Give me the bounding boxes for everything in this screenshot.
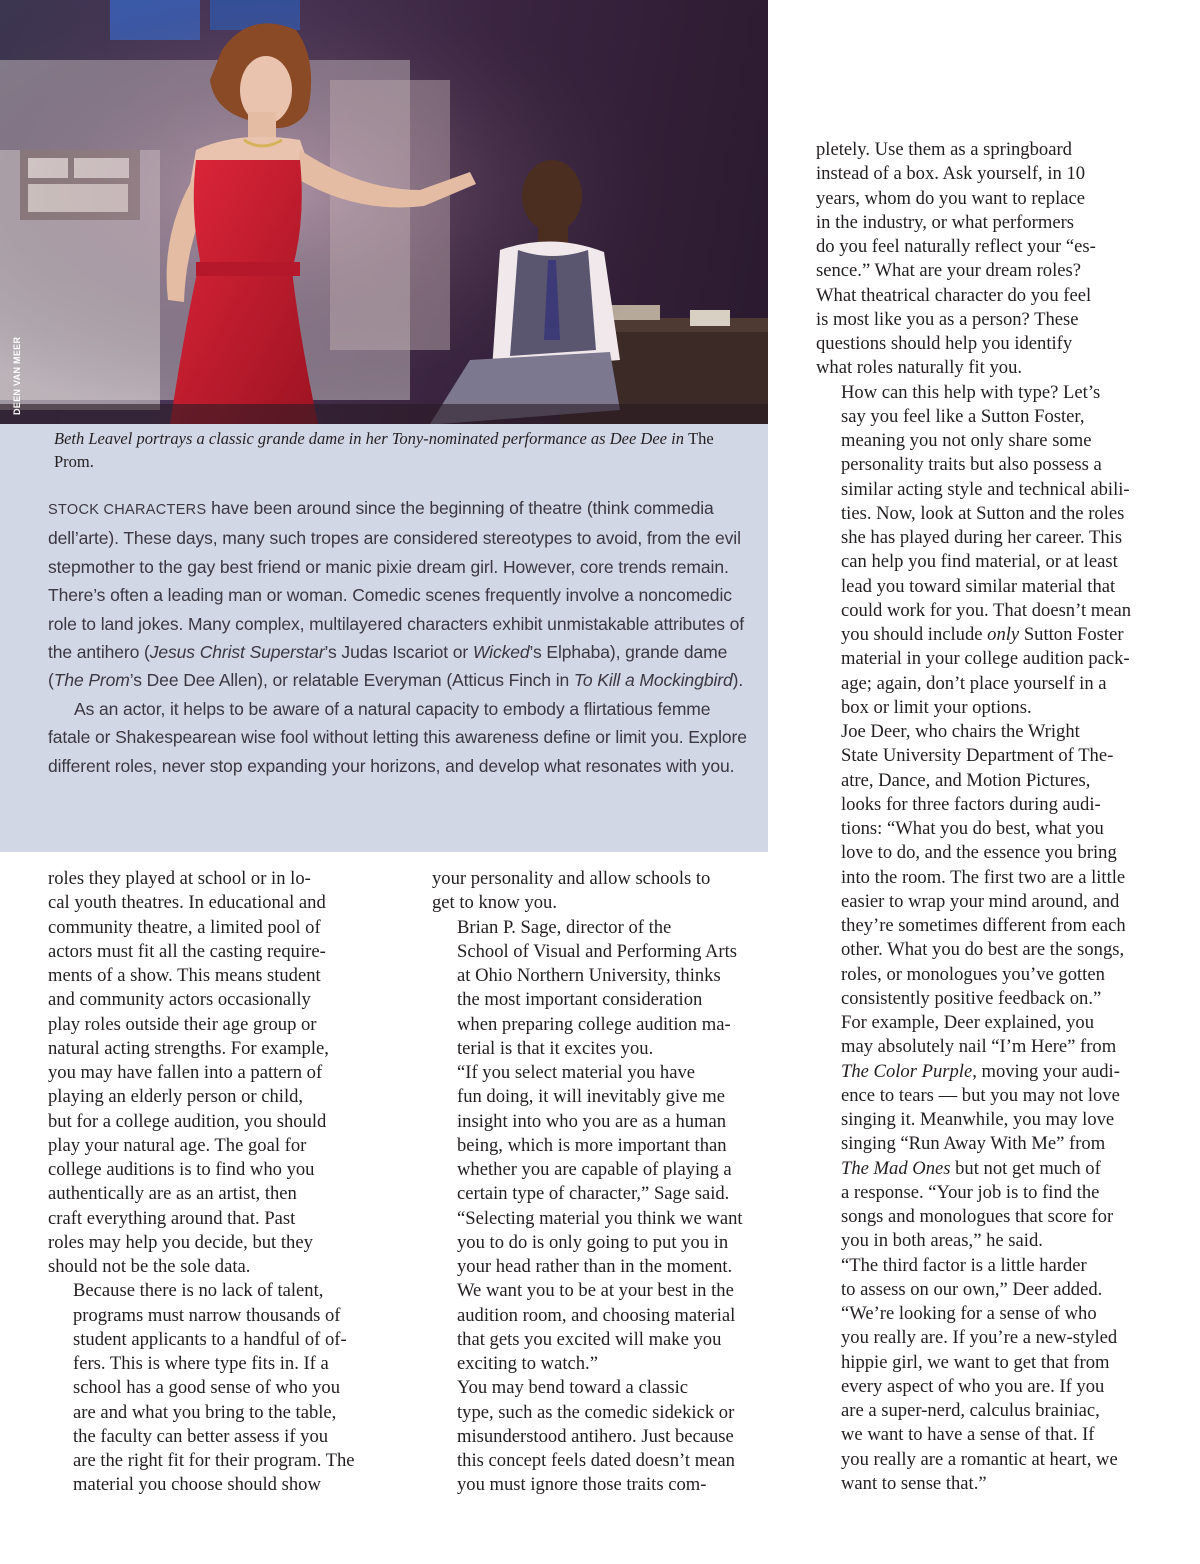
paragraph [48,867,388,1279]
text-line: you may have fallen into a pattern of [48,1062,323,1083]
text-line: whether you are capable of playing a [457,1159,732,1180]
caption-end: . [89,452,94,471]
paragraph [816,1011,1161,1254]
show-title: The Prom [53,670,130,691]
text-line: material in your college audition pack- [841,648,1130,670]
paragraph [816,381,1161,721]
text-line: you to do is only going to put you in [457,1231,729,1253]
show-title: The Color Purple [841,1060,973,1082]
text-line: meaning you not only share some [841,430,1092,451]
text-line: are the right fit for their program. The [73,1450,355,1471]
text-line: should not be the sole data. [48,1256,251,1277]
text-line: roles, or monologues you’ve gotten [841,963,1105,985]
text-line [816,1060,1161,1084]
sidebar-paragraph: As an actor, it helps to be aware of a natural capacity to embody a flirtatious femme fatale or Shakespearean wise fool without letting this awareness define or limit you. Explore different roles, never stop expanding your horizons, and develop what resonates with you. [48,698,747,776]
show-title: To Kill a Mockingbird [573,670,733,691]
text-line: to assess on our own,” Deer added. [841,1278,1103,1300]
text-line: that gets you excited will make you [457,1328,722,1350]
text-line: is most like you as a person? These [816,308,1079,330]
text-line: fers. This is where type fits in. If a [73,1353,329,1374]
text-line: roles may help you decide, but they [48,1231,313,1253]
text-line: but for a college audition, you should [48,1110,327,1132]
text-line: may absolutely nail “I’m Here” from [841,1036,1117,1058]
body-column-3 [816,138,1161,1496]
text-line: want to sense that.” [841,1472,987,1494]
text-line: every aspect of who you are. If you [841,1375,1105,1397]
text-line: material you choose should show [73,1474,321,1496]
text-line: do you feel naturally reflect your “es- [816,236,1096,257]
text-line: terial is that it excites you. [457,1037,654,1059]
text-line: audition room, and choosing material [457,1304,736,1326]
caption-show-title: The Prom [54,429,714,471]
text-line: school has a good sense of who you [73,1377,340,1399]
text-line: What theatrical character do you feel [816,284,1092,306]
text-line: years, whom do you want to replace [816,187,1086,209]
text-line: your personality and allow schools to [432,868,711,889]
paragraph [816,1254,1161,1497]
text-line: Brian P. Sage, director of the [457,916,672,938]
text-line: other. What you do best are the songs, [841,939,1125,961]
text-line: fun doing, it will inevitably give me [457,1086,726,1108]
text-line: the faculty can better assess if you [73,1425,329,1447]
text-line: get to know you. [432,892,557,914]
sidebar-body [48,494,748,780]
text-line: tions: “What you do best, what you [841,818,1104,839]
photo-caption [54,427,744,473]
sidebar-text-run: ’s Elphaba), grande dame ( [48,642,728,691]
paragraph [432,1376,772,1497]
text-line: instead of a box. Ask yourself, in 10 [816,163,1086,185]
text-line: community theatre, a limited pool of [48,916,321,938]
text-line: For example, Deer explained, you [841,1012,1094,1033]
photo-credit: DEEN VAN MEER [12,336,22,415]
paragraph [432,867,772,916]
text-line: could work for you. That doesn’t mean [841,599,1132,621]
text-line: We want you to be at your best in the [457,1280,734,1302]
show-title: The Mad Ones [841,1157,951,1179]
text-line: say you feel like a Sutton Foster, [841,405,1085,427]
text-line: she has played during her career. This [841,527,1123,548]
text-line: ments of a show. This means student [48,965,321,986]
text-line: easier to wrap your mind around, and [841,890,1120,912]
text-line: ties. Now, look at Sutton and the roles [841,502,1125,524]
text-line: personality traits but also possess a [841,454,1102,476]
text-line: we want to have a sense of that. If [841,1424,1095,1446]
text-line: the most important consideration [457,989,703,1011]
text-line: craft everything around that. Past [48,1207,296,1229]
text-line: you must ignore those traits com- [457,1474,707,1496]
text-line: natural acting strengths. For example, [48,1037,329,1059]
text-line: this concept feels dated doesn’t mean [457,1450,735,1471]
text-line: “We’re looking for a sense of who [841,1303,1097,1324]
body-column-2 [432,867,772,1498]
body-column-1 [48,867,388,1498]
sidebar-text-run: ’s Dee Dee Allen), or relatable Everyman (Atticus Finch in [129,670,574,691]
text-line: pletely. Use them as a springboard [816,139,1072,160]
text-line: in the industry, or what performers [816,211,1075,233]
text-line: type, such as the comedic sidekick or [457,1401,735,1423]
paragraph [816,138,1161,381]
text-line: certain type of character,” Sage said. [457,1183,730,1205]
text-line: are and what you bring to the table, [73,1401,337,1423]
caption-text: Beth Leavel portrays a classic grande dame in her Tony-nominated performance as Dee Dee in [54,429,684,448]
text-line: what roles naturally fit you. [816,357,1023,379]
text-line: play your natural age. The goal for [48,1134,307,1156]
text-line: you in both areas,” he said. [841,1230,1043,1252]
text-run: but not get much of [950,1157,1101,1179]
text-line: School of Visual and Performing Arts [457,940,738,962]
text-line: actors must fit all the casting require- [48,940,326,962]
text-line: age; again, don’t place yourself in a [841,672,1107,694]
text-line: “Selecting material you think we want [457,1207,743,1229]
paragraph [432,916,772,1062]
text-line: “The third factor is a little harder [841,1254,1087,1276]
text-line: questions should help you identify [816,333,1073,354]
text-run: Sutton Foster [1019,624,1124,645]
text-line: they’re sometimes different from each [841,915,1126,936]
text-line: when preparing college audition ma- [457,1013,731,1035]
text-line: you really are a romantic at heart, we [841,1448,1118,1470]
paragraph [432,1061,772,1376]
text-line: playing an elderly person or child, [48,1086,304,1108]
text-line: love to do, and the essence you bring [841,842,1117,864]
text-line: Because there is no lack of talent, [73,1280,324,1302]
text-line: authentically are as an artist, then [48,1183,297,1205]
text-line: you really are. If you’re a new-styled [841,1327,1118,1349]
text-line: “If you select material you have [457,1062,695,1083]
text-line: college auditions is to find who you [48,1159,315,1180]
text-line [816,623,1161,647]
text-line: looks for three factors during audi- [841,793,1101,815]
show-title: Wicked [472,642,530,663]
text-line: being, which is more important than [457,1134,727,1156]
text-run: you should include [841,624,988,645]
stage-photo-illustration [0,0,768,424]
show-title: Jesus Christ Superstar [149,642,325,663]
text-line: State University Department of The- [841,745,1114,767]
text-line: lead you toward similar material that [841,575,1116,597]
lead-in: STOCK CHARACTERS [48,502,207,518]
sidebar-text-run: ). [732,670,744,691]
sidebar-paragraph [48,494,748,695]
text-line: and community actors occasionally [48,989,311,1011]
text-line: cal youth theatres. In educational and [48,892,326,914]
text-line: sence.” What are your dream roles? [816,260,1081,282]
text-line: box or limit your options. [841,696,1032,718]
text-line: singing it. Meanwhile, you may love [841,1109,1115,1130]
emphasis: only [987,624,1020,645]
text-line: can help you find material, or at least [841,551,1118,573]
text-line: atre, Dance, and Motion Pictures, [841,769,1091,791]
sidebar-text-run: ’s Judas Iscariot or [324,642,473,663]
text-line: at Ohio Northern University, thinks [457,965,721,986]
text-line [816,1157,1161,1181]
sidebar-text-run: have been around since the beginning of theatre (think commedia dell’arte). These days, many such tropes are considered stereotypes to avoid, from the evil stepmother to the gay best friend or manic pixie dream girl. However, core trends remain. There’s often a leading man or woman. Comedic scenes frequently involve a noncomedic role to land jokes. Many complex, multilayered characters exhibit unmistakable attributes of the antihero ( [48,498,744,663]
paragraph [48,1279,388,1497]
text-line: are a super-nerd, calculus brainiac, [841,1400,1100,1421]
text-line: hippie girl, we want to get that from [841,1351,1110,1373]
text-line: singing “Run Away With Me” from [841,1133,1106,1155]
text-line: insight into who you are as a human [457,1110,727,1132]
text-line: programs must narrow thousands of [73,1304,341,1326]
text-run: , moving your audi- [972,1060,1120,1082]
text-line: into the room. The first two are a little [841,866,1126,888]
text-line: a response. “Your job is to find the [841,1181,1100,1203]
text-line: play roles outside their age group or [48,1013,317,1035]
text-line: You may bend toward a classic [457,1377,689,1399]
text-line: student applicants to a handful of of- [73,1328,347,1350]
text-line: your head rather than in the moment. [457,1256,733,1277]
text-line: similar acting style and technical abili- [841,478,1130,500]
text-line: How can this help with type? Let’s [841,381,1101,403]
text-line: exciting to watch.” [457,1353,598,1374]
paragraph [816,720,1161,1011]
text-line: Joe Deer, who chairs the Wright [841,721,1080,742]
text-line: consistently positive feedback on.” [841,987,1102,1009]
text-line: songs and monologues that score for [841,1206,1114,1227]
text-line: ence to tears — but you may not love [841,1084,1120,1106]
text-line: roles they played at school or in lo- [48,868,311,889]
stage-photo [0,0,768,424]
text-line: misunderstood antihero. Just because [457,1425,734,1447]
